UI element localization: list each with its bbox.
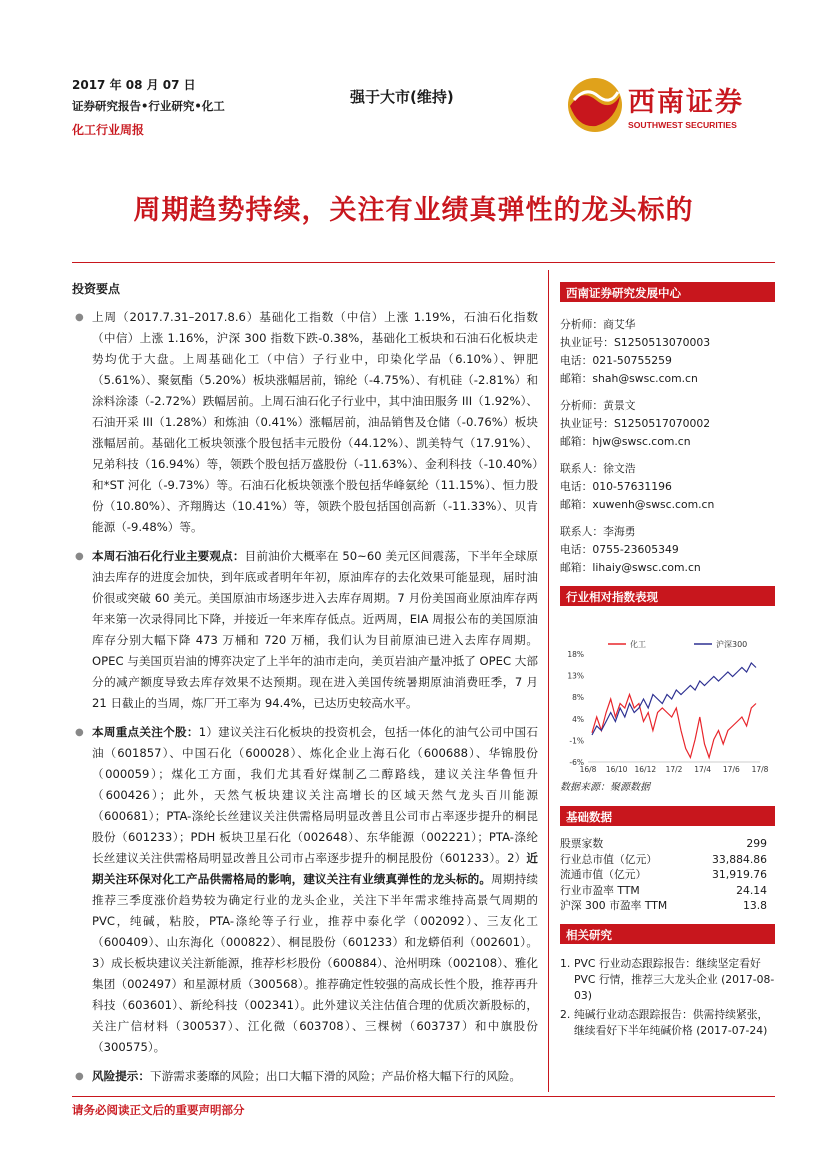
footer-disclaimer: 请务必阅读正文后的重要声明部分	[72, 1103, 245, 1117]
summary-paragraph	[72, 722, 538, 1058]
table-row	[560, 867, 775, 883]
table-row	[560, 883, 775, 899]
rating: 强于大市(维持)	[350, 88, 454, 106]
paragraph-lead: 本周重点关注个股：	[92, 725, 199, 739]
chart-source: 数据来源：聚源数据	[560, 782, 650, 793]
paragraph-text: 上周（2017.7.31–2017.8.6）基础化工指数（中信）上涨 1.19%，石油石化指数（中信）上涨 1.16%，沪深 300 指数下跌-0.38%，基础化工板块和石油石化板块走势均优于大盘。上周基础化工（中信）子行业中，印染化学品（6.10%）、钾肥（5.61%）、聚氨酯（5.20%）板块涨幅居前，锦纶（-4.75%）、有机硅（-2.81%）和涂料涂漆（-2.72%）跌幅居前。上周石油石化子行业中，其中油田服务 III（1.92%）、石油开采 III（1.28%）和炼油（0.41%）涨幅居前，油品销售及仓储（-0.76%）板块涨幅居前。基础化工板块领涨个股包括丰元股份（44.12%）、凯美特气（17.91%）、兄弟科技（16.94%）等，领跌个股包括万盛股份（-11.63%）、金利科技（-10.40%）和*ST 河化（-9.73%）等。石油石化板块领涨个股包括华峰氨纶（11.15%）、恒力股份（10.80%）、齐翔腾达（10.41%）等，领跌个股包括国创高新（-11.33%）、贝肯能源（-9.48%）等。	[92, 310, 538, 534]
company-logo	[566, 76, 766, 136]
contact-card	[560, 523, 775, 577]
table-row	[560, 836, 775, 852]
contact-license: 执业证号：S1250513070003	[560, 336, 711, 349]
table-row	[560, 852, 775, 868]
item-number: 2.	[560, 1008, 571, 1021]
summary-paragraph	[72, 307, 538, 538]
paragraph-text: 周期持续推荐三季度涨价趋势较为确定行业的龙头企业，关注下半年需求维持高景气周期的 PVC，纯碱，粘胶，PTA-涤纶等子行业，推荐中泰化学（002092）、三友化工（600409）、山东海化（000822）、桐昆股份（601233）和龙蟒佰利（002601）。3）成长板块建议关注新能源，推荐杉杉股份（600884）、沧州明珠（002108）、雅化集团（002497）和星源材质（300568）。推荐确定性较强的高成长性个股，推荐再升科技（603601）、新纶科技（002341）。此外建议关注估值合理的优质次新股标的，关注广信材料（300537）、江化微（603708）、三棵树（603737）和中旗股份（300575）。	[92, 872, 538, 1054]
research-center	[560, 282, 775, 586]
contact-email[interactable]: 邮箱：lihaiy@swsc.com.cn	[560, 561, 701, 574]
index-performance-panel	[560, 586, 775, 793]
contact-email[interactable]: 邮箱：hjw@swsc.com.cn	[560, 435, 691, 448]
row-label: 流通市值（亿元）	[560, 868, 647, 882]
logo-text-cn: 西南证券	[628, 87, 744, 118]
row-value: 31,919.76	[712, 868, 767, 882]
y-tick-label: -1%	[569, 736, 584, 746]
summary-paragraph	[72, 1066, 538, 1087]
x-tick-label: 17/2	[665, 765, 683, 774]
report-title: 周期趋势持续，关注有业绩真弹性的龙头标的	[133, 195, 694, 226]
row-label: 行业总市值（亿元）	[560, 852, 658, 866]
x-tick-label: 16/8	[579, 765, 597, 774]
summary-paragraph	[72, 546, 538, 714]
related-research-panel	[560, 924, 775, 1042]
item-text: PVC 行业动态跟踪报告：继续坚定看好 PVC 行情，推荐三大龙头企业 (2017-08-03)	[574, 957, 775, 1002]
paragraph-text: 1）建议关注石化板块的投资机会，包括一体化的油气公司中国石油（601857）、中国石化（600028）、炼化企业上海石化（600688）、华锦股份（000059）；煤化工方面，我们尤其看好煤制乙二醇路线，建议关注华鲁恒升（600426）；此外，天然气板块建议关注高增长的区域天然气龙头百川能源（600681）；PTA-涤纶长丝建议关注供需格局明显改善且公司市占率逐步提升的桐昆股份（601233）；PDH 板块卫星石化（002648）、东华能源（002221）；PTA-涤纶长丝建议关注供需格局明显改善且公司市占率逐步提升的桐昆股份（601233）。2）	[92, 725, 538, 865]
contact-name: 联系人：李海勇	[560, 525, 636, 538]
sector-report: 化工行业周报	[72, 123, 145, 137]
contact-phone: 电话：010-57631196	[560, 480, 672, 493]
research-center-heading: 西南证券研究发展中心	[560, 282, 775, 302]
paragraph-lead: 本周石油石化行业主要观点：	[92, 549, 245, 563]
contact-list	[560, 316, 775, 577]
index-line-chart	[560, 614, 775, 774]
x-tick-label: 16/12	[634, 765, 657, 774]
contact-name: 分析师：黄景文	[560, 399, 636, 412]
table-row	[560, 898, 775, 914]
bullet-icon: ●	[75, 1071, 84, 1082]
contact-email[interactable]: 邮箱：xuwenh@swsc.com.cn	[560, 498, 715, 511]
contact-card	[560, 397, 775, 451]
legend-label: 化工	[630, 640, 646, 649]
row-value: 24.14	[736, 883, 767, 897]
y-tick-label: 13%	[567, 671, 584, 681]
series-line-1	[592, 663, 756, 735]
logo-text-en: SOUTHWEST SECURITIES	[628, 120, 737, 130]
footer-divider	[72, 1096, 775, 1097]
y-tick-label: -6%	[569, 758, 584, 767]
row-value: 299	[746, 837, 767, 850]
contact-name: 分析师：商艾华	[560, 318, 636, 331]
report-date: 2017 年 08 月 07 日	[72, 78, 196, 92]
column-divider	[548, 270, 549, 1092]
y-tick-label: 4%	[572, 714, 584, 724]
paragraph-highlight: 近期关注环保对化工产品供需格局的影响，建议关注有业绩真弹性的龙头标的。	[92, 851, 538, 886]
related-research-heading: 相关研究	[560, 924, 775, 944]
investment-heading: 投资要点	[72, 282, 121, 296]
list-item[interactable]	[560, 1007, 775, 1039]
row-value: 13.8	[742, 899, 767, 913]
contact-email[interactable]: 邮箱：shah@swsc.com.cn	[560, 372, 698, 385]
paragraph-lead: 风险提示：	[92, 1069, 150, 1083]
row-label: 沪深 300 市盈率 TTM	[560, 899, 668, 913]
item-number: 1.	[560, 957, 571, 970]
x-tick-label: 17/4	[694, 765, 712, 774]
list-item[interactable]	[560, 956, 775, 1004]
logo-emblem-icon	[566, 76, 624, 134]
series-line-0	[592, 695, 756, 758]
y-tick-label: 8%	[572, 693, 584, 703]
bullet-icon: ●	[75, 727, 84, 738]
contact-card	[560, 460, 775, 514]
row-value: 33,884.86	[712, 852, 767, 866]
item-text: 纯碱行业动态跟踪报告：供需持续紧张，继续看好下半年纯碱价格 (2017-07-24)	[574, 1008, 769, 1037]
paragraph-text: 目前油价大概率在 50~60 美元区间震荡，下半年全球原油去库存的进度会加快，到年底或者明年年初，原油库存的去化效果可能显现，届时油价很或突破 60 美元。美国原油市场逐步进入去库存周期。7 月份美国商业原油库存两年来第一次录得同比下降，并接近一年来库存低点。近两周，EIA 周报公布的美国原油库存分别大幅下降 473 万桶和 720 万桶，我们认为目前原油已进入去库存周期。OPEC 与美国页岩油的博弈决定了上半年的油市走向，美页岩油产量冲抵了 OPEC 大部分的减产额度导致去库存效果不达预期。现在进入美国传统暑期原油消费旺季，7 月 21 日截止的当周，炼厂开工率为 94.4%，已达历史较高水平。	[92, 549, 538, 710]
x-tick-label: 17/6	[722, 765, 740, 774]
contact-name: 联系人：徐文浩	[560, 462, 636, 475]
x-tick-label: 17/8	[751, 765, 769, 774]
report-type: 证券研究报告•行业研究•化工	[72, 99, 225, 113]
row-label: 股票家数	[560, 837, 604, 850]
contact-license: 执业证号：S1250517070002	[560, 417, 711, 430]
contact-phone: 电话：021-50755259	[560, 354, 672, 367]
header-divider	[72, 262, 775, 263]
contact-card	[560, 316, 775, 388]
row-label: 行业市盈率 TTM	[560, 883, 640, 897]
basic-data-heading: 基础数据	[560, 806, 775, 826]
paragraph-text: 下游需求萎靡的风险；出口大幅下滑的风险；产品价格大幅下行的风险。	[149, 1069, 521, 1083]
y-tick-label: 18%	[567, 650, 584, 659]
related-list	[560, 956, 775, 1039]
index-chart-heading: 行业相对指数表现	[560, 586, 775, 606]
basic-data-table	[560, 836, 775, 914]
legend-label: 沪深300	[716, 640, 748, 649]
investment-summary	[72, 280, 538, 1095]
bullet-icon: ●	[75, 551, 84, 562]
basic-data-panel	[560, 806, 775, 914]
bullet-icon: ●	[75, 312, 84, 323]
x-tick-label: 16/10	[605, 765, 628, 774]
contact-phone: 电话：0755-23605349	[560, 543, 679, 556]
